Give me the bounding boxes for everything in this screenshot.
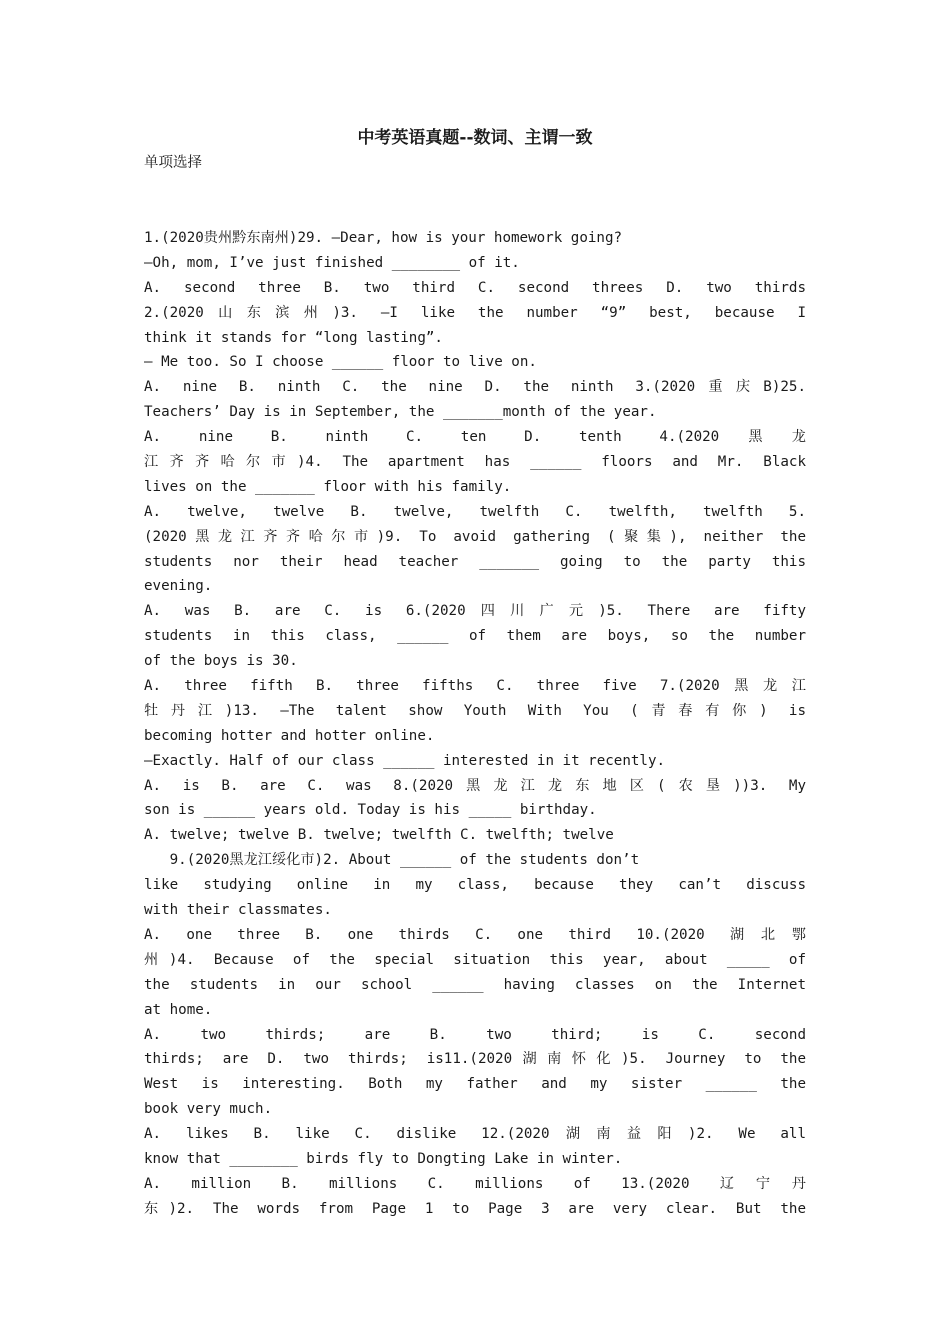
text-line: thirds; are D. two thirds; is11.(2020湖南怀化)5. Journey to the (144, 1051, 806, 1068)
text-line: lives on the _______ floor with his family. (144, 478, 512, 495)
section-heading: 单项选择 (144, 155, 202, 171)
text-line: 牡丹江)13. —The talent show Youth With You (青春有你) is (144, 702, 806, 719)
text-line: A. was B. are C. is 6.(2020四川广元)5. There are fifty (144, 603, 806, 620)
text-line: son is ______ years old. Today is his _____ birthday. (144, 802, 597, 819)
text-line: 州)4. Because of the special situation this year, about _____ of (144, 951, 806, 968)
text-line: evening. (144, 578, 213, 595)
text-line: book very much. (144, 1101, 273, 1118)
text-line: A. likes B. like C. dislike 12.(2020湖南益阳)2. We all (144, 1126, 806, 1143)
text-line: West is interesting. Both my father and my sister ______ the (144, 1076, 806, 1093)
text-line: of the boys is 30. (144, 653, 298, 670)
text-line: like studying online in my class, because they can’t discuss (144, 877, 806, 894)
text-line: becoming hotter and hotter online. (144, 727, 435, 744)
text-line: (2020黑龙江齐齐哈尔市)9. To avoid gathering (聚集), neither the (144, 528, 806, 545)
text-line: A. three fifth B. three fifths C. three five 7.(2020黑龙江 (144, 678, 806, 695)
text-line: Teachers’ Day is in September, the _______month of the year. (144, 404, 657, 421)
question-text (144, 226, 806, 1222)
page-title: 中考英语真题--数词、主谓一致 (357, 128, 593, 148)
text-line: A. is B. are C. was 8.(2020黑龙江龙东地区(农垦))3. My (144, 777, 806, 794)
text-line: at home. (144, 1001, 213, 1018)
text-line: 9.(2020黑龙江绥化市)2. About ______ of the students don’t (144, 852, 640, 869)
text-line: A. one three B. one thirds C. one third 10.(2020 湖北鄂 (144, 926, 806, 943)
text-line: students nor their head teacher _______ going to the party this (144, 553, 806, 570)
text-line: 东)2. The words from Page 1 to Page 3 are very clear. But the (144, 1200, 806, 1217)
text-line: 2.(2020山东滨州)3. —I like the number “9” best, because I (144, 304, 806, 321)
text-line: students in this class, ______ of them are boys, so the number (144, 628, 806, 645)
text-line: A. million B. millions C. millions of 13.(2020 辽宁丹 (144, 1175, 806, 1192)
text-line: know that ________ birds fly to Dongting Lake in winter. (144, 1150, 623, 1167)
text-line: A. nine B. ninth C. the nine D. the ninth 3.(2020重庆B)25. (144, 379, 806, 396)
text-line: A. nine B. ninth C. ten D. tenth 4.(2020黑龙 (144, 429, 806, 446)
text-line: 江齐齐哈尔市)4. The apartment has ______ floors and Mr. Black (144, 454, 806, 471)
text-line: 1.(2020贵州黔东南州)29. —Dear, how is your homework going? (144, 230, 623, 246)
text-line: think it stands for “long lasting”. (144, 329, 443, 346)
text-line: A. twelve; twelve B. twelve; twelfth C. twelfth; twelve (144, 827, 614, 844)
text-line: the students in our school ______ having classes on the Internet (144, 976, 806, 993)
text-line: A. two thirds; are B. two third; is C. second (144, 1026, 806, 1043)
text-line: —Exactly. Half of our class ______ interested in it recently. (144, 752, 666, 769)
text-line: A. second three B. two third C. second threes D. two thirds (144, 279, 806, 296)
text-line: A. twelve, twelve B. twelve, twelfth C. twelfth, twelfth 5. (144, 503, 806, 520)
text-line: with their classmates. (144, 902, 332, 919)
text-line: — Me too. So I choose ______ floor to live on. (144, 354, 537, 371)
text-line: —Oh, mom, I’ve just finished ________ of it. (144, 254, 520, 271)
